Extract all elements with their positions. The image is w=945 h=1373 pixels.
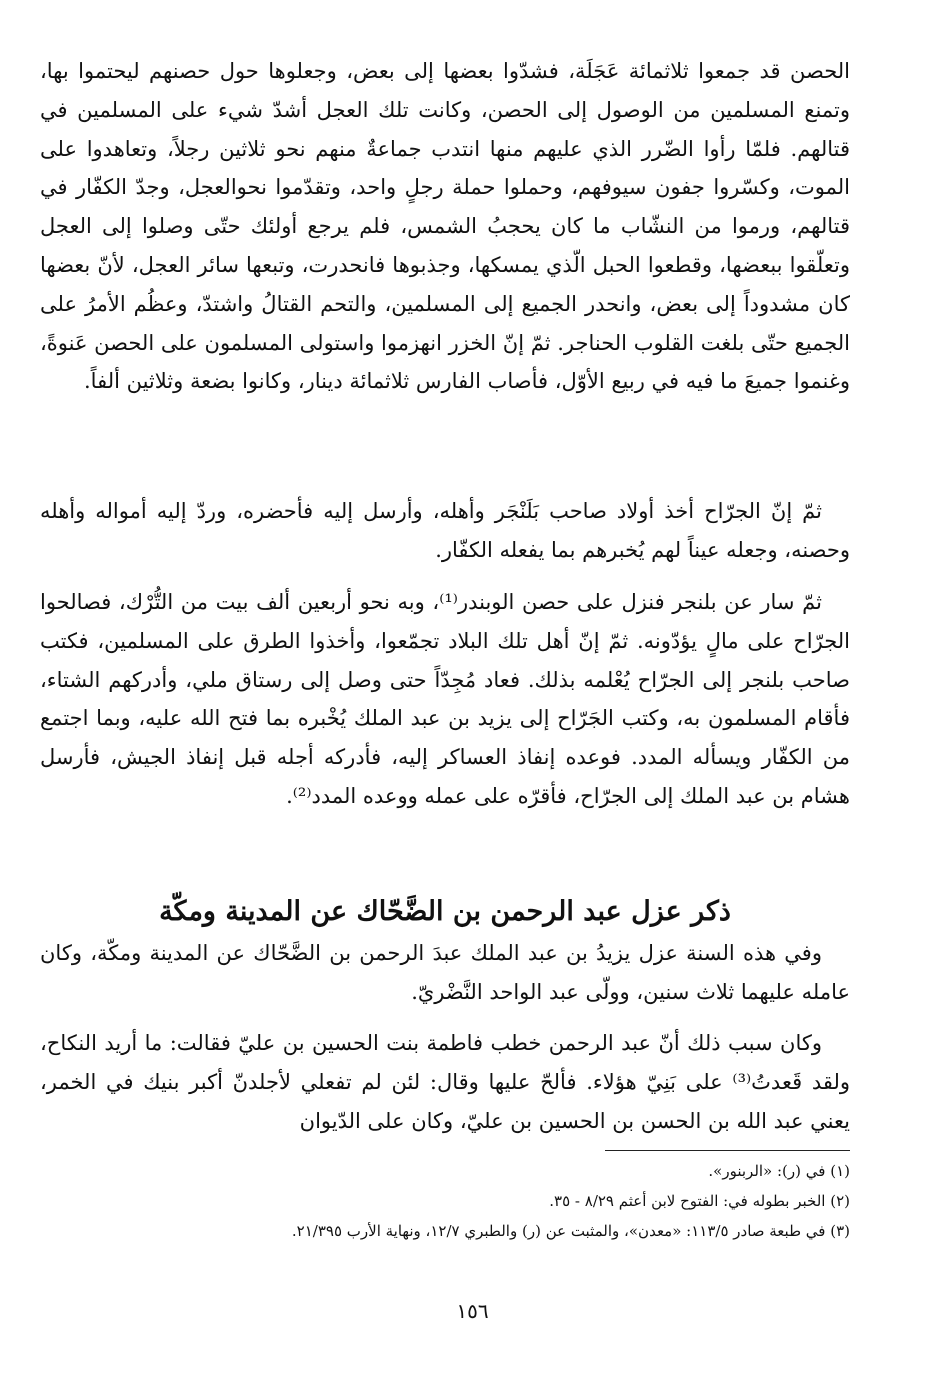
- body-paragraph-2: [40, 492, 850, 570]
- page-number: ١٥٦: [456, 1299, 489, 1323]
- footnote-2: (٢) الخبر بطوله في: الفتوح لابن أعثم ٨/٢٩ - ٣٥.: [549, 1192, 850, 1210]
- footnotes: [40, 1156, 850, 1246]
- section-heading: ذكر عزل عبد الرحمن بن الضَّحّاك عن المدينة ومكّة: [159, 896, 731, 928]
- section-paragraph-2: [40, 1024, 850, 1140]
- paragraph-text: ثمّ إنّ الجرّاح أخذ أولاد صاحب بَلَنْجَر وأهله، وأرسل إليه فأحضره، وردّ إليه أمواله وأهله وحصنه، وجعله عيناً لهم يُخبرهم بما يفعله الكفّار.: [40, 499, 850, 562]
- paragraph-text: ثمّ سار عن بلنجر فنزل على حصن الوبندر⁽¹⁾، وبه نحو أربعين ألف بيت من التُّرْك، فصالحوا الجرّاح على مالٍ يؤدّونه. ثمّ إنّ أهل تلك البلاد تجمّعوا، وأخذوا الطرق على المسلمين، فكتب صاحب بلنجر إلى الجرّاح يُعْلمه بذلك. فعاد مُجِدّاً حتى وصل إلى رستاق ملي، وأدركهم الشتاء، فأقام المسلمون به، وكتب الجَرّاح إلى يزيد بن عبد الملك يُخْبره بما فتح الله عليه، وبما اجتمع من الكفّار ويسأله المدد. فوعده إنفاذ العساكر إليه، فأدركه أجله قبل إنفاذ الجيش، فأرسل هشام بن عبد الملك إلى الجرّاح، فأقرّه على عمله ووعده المدد⁽²⁾.: [40, 590, 850, 808]
- footnote-1: (١) في (ر): «الربنور».: [708, 1162, 850, 1180]
- paragraph-text: الحصن قد جمعوا ثلاثمائة عَجَلَة، فشدّوا بعضها إلى بعض، وجعلوها حول حصنهم ليحتموا بها، وتمنع المسلمين من الوصول إلى الحصن، وكانت تلك العجل أشدّ شيء على المسلمين في قتالهم. فلمّا رأوا الضّرر الذي عليهم منها انتدب جماعةٌ منهم نحو ثلاثين رجلاً، وتعاهدوا على الموت، وكسّروا جفون سيوفهم، وحملوا حملة رجلٍ واحد، وتقدّموا نحوالعجل، وجدّ الكفّار في قتالهم، ورموا من النشّاب ما كان يحجبُ الشمس، فلم يرجع أولئك حتّى وصلوا إلى العجل وتعلّقوا ببعضها، وقطعوا الحبل الّذي يمسكها، وجذبوها فانحدرت، وتبعها سائر العجل، لأنّ بعضها كان مشدوداً إلى بعض، وانحدر الجميع إلى المسلمين، والتحم القتالُ واشتدّ، وعظُم الأمرُ على الجميع حتّى بلغت القلوب الحناجر. ثمّ إنّ الخزر انهزموا واستولى المسلمون على الحصن عَنوةً، وغنموا جميعَ ما فيه في ربيع الأوّل، فأصاب الفارس ثلاثمائة دينار، وكانوا بضعة وثلاثين ألفاً.: [40, 59, 850, 394]
- body-paragraph-3: [40, 583, 850, 816]
- section-paragraph-1: [40, 934, 850, 1012]
- body-paragraph-1: [40, 52, 850, 401]
- footnote-divider: [605, 1150, 850, 1151]
- footnote-3: (٣) في طبعة صادر ١١٣/٥: «معدن»، والمثبت عن (ر) والطبري ١٢/٧، ونهاية الأرب ٢١/٣٩٥.: [291, 1222, 850, 1240]
- paragraph-text: وكان سبب ذلك أنّ عبد الرحمن خطب فاطمة بنت الحسين بن عليّ فقالت: ما أريد النكاح، ولقد قَعدتُ⁽³⁾ على بَنِيّ هؤلاء. فألحّ عليها وقال: لئن لم تفعلي لأجلدنّ أكبر بنيك في الخمر، يعني عبد الله بن الحسن بن الحسين بن عليّ، وكان على الدّيوان: [40, 1031, 851, 1133]
- paragraph-text: وفي هذه السنة عزل يزيدُ بن عبد الملك عبدَ الرحمن بن الضَّحّاك عن المدينة ومكّة، وكان عامله عليهما ثلاث سنين، وولّى عبد الواحد النَّضْريّ.: [40, 941, 850, 1004]
